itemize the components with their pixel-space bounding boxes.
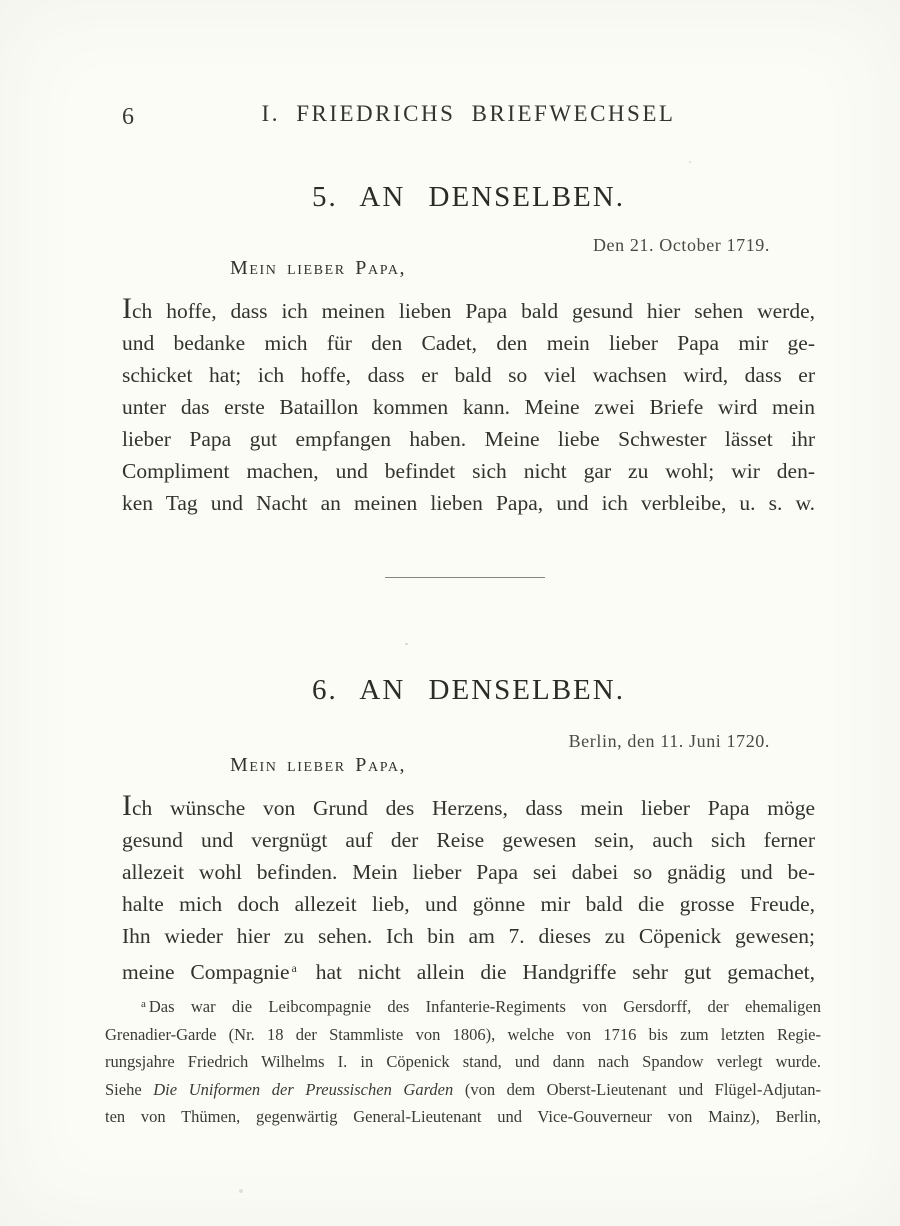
text-segment: meine Compagnie	[122, 960, 290, 984]
footnote-marker: a	[141, 998, 146, 1010]
text-segment: hat nicht allein die Handgriffe sehr gut gemachet,	[299, 960, 816, 984]
letter-5-body	[122, 293, 815, 519]
scan-speck	[405, 643, 408, 645]
text-line: halte mich doch allezeit lieb, und gönne mir bald die grosse Freude,	[122, 892, 815, 916]
scan-speck	[689, 161, 691, 163]
page-number: 6	[122, 104, 134, 130]
footnote-line	[105, 991, 821, 1021]
footnote-line: ten von Thümen, gegenwärtig General-Lieutenant und Vice-Gouverneur von Mainz), Berlin,	[105, 1107, 821, 1126]
text-line: und bedanke mich für den Cadet, den mein lieber Papa mir ge-	[122, 331, 815, 355]
text-line: unter das erste Bataillon kommen kann. Meine zwei Briefe wird mein	[122, 395, 815, 419]
italic-book-title: Die Uniformen der Preussischen Garden	[153, 1079, 454, 1099]
letter-6-dateline: Berlin, den 11. Juni 1720.	[568, 731, 770, 751]
page-header	[122, 101, 815, 135]
text-line: ken Tag und Nacht an meinen lieben Papa, und ich verbleibe, u. s. w.	[122, 491, 815, 515]
letter-5-salutation: Mein lieber Papa,	[230, 257, 407, 279]
running-title: I. FRIEDRICHS BRIEFWECHSEL	[261, 101, 676, 126]
text-line: Ich hoffe, dass ich meinen lieben Papa bald gesund hier sehen werde,	[122, 292, 815, 325]
text-line: Ich wünsche von Grund des Herzens, dass mein lieber Papa möge	[122, 789, 815, 822]
footnote-line: rungsjahre Friedrich Wilhelms I. in Cöpenick stand, und dann nach Spandow verlegt wurde.	[105, 1052, 821, 1071]
text-line: schicket hat; ich hoffe, dass er bald so viel wachsen wird, dass er	[122, 363, 815, 387]
text-segment: Das war die Leibcompagnie des Infanterie-Regiments von Gersdorff, der ehemaligen	[148, 997, 821, 1016]
footnote-reference-marker: a	[291, 961, 297, 975]
text-line: gesund und vergnügt auf der Reise gewesen sein, auch sich ferner	[122, 828, 815, 852]
text-line: allezeit wohl befinden. Mein lieber Papa sei dabei so gnädig und be-	[122, 860, 815, 884]
text-segment: (von dem Oberst-Lieutenant und Flügel-Adjutan-	[453, 1079, 821, 1099]
letter-6-body	[122, 790, 815, 988]
footnote	[105, 991, 821, 1131]
footnote-line: Grenadier-Garde (Nr. 18 der Stammliste von 1806), welche von 1716 bis zum letzten Regie-	[105, 1024, 821, 1044]
text-line-with-footnote-ref	[122, 952, 815, 988]
section-divider	[385, 577, 545, 578]
letter-6-salutation: Mein lieber Papa,	[230, 754, 407, 776]
text-line: lieber Papa gut empfangen haben. Meine liebe Schwester lässet ihr	[122, 427, 815, 451]
text-segment: Siehe	[105, 1079, 154, 1099]
letter-5-heading: 5. AN DENSELBEN.	[312, 181, 625, 213]
scan-speck	[239, 1189, 243, 1193]
footnote-line	[105, 1076, 821, 1104]
letter-5-dateline: Den 21. October 1719.	[592, 235, 770, 255]
text-line: Compliment machen, und befindet sich nicht gar zu wohl; wir den-	[122, 459, 815, 483]
text-line: Ihn wieder hier zu sehen. Ich bin am 7. dieses zu Cöpenick gewesen;	[122, 924, 815, 948]
letter-6-heading: 6. AN DENSELBEN.	[312, 674, 625, 706]
